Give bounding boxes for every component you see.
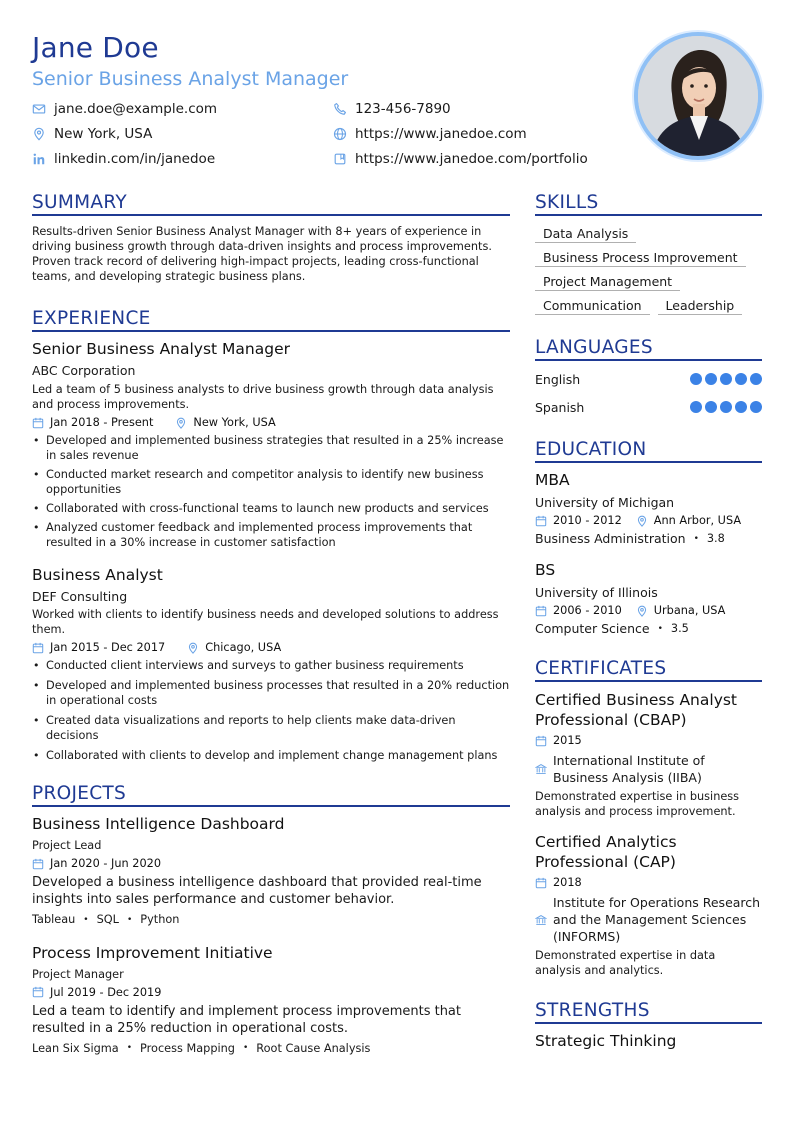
project-tags: Lean Six Sigma • Process Mapping • Root Cause Analysis: [32, 1041, 371, 1055]
calendar-icon: [535, 515, 547, 527]
skill-tag: Leadership: [658, 298, 743, 315]
certificate-issuer: International Institute of Business Analysis (IIBA): [553, 753, 705, 785]
education-entry: [535, 471, 762, 546]
degree: BS: [535, 561, 556, 579]
certificate-description: Demonstrated expertise in data analysis and analytics.: [535, 949, 716, 977]
location-contact: [32, 126, 152, 142]
language-proficiency-dots: [687, 398, 762, 417]
job-bullet: • Developed and implemented business strategies that resulted in a 25% increase in sales revenue: [32, 433, 510, 463]
project-dates: Jan 2020 - Jun 2020: [50, 857, 162, 870]
job-meta: [32, 641, 510, 654]
skill-tag: Business Process Improvement: [535, 250, 746, 267]
degree: MBA: [535, 471, 570, 489]
candidate-title: Senior Business Analyst Manager: [32, 68, 349, 90]
language-name: Spanish: [535, 400, 585, 415]
project-role: Project Lead: [32, 839, 102, 852]
certificate-year: 2015: [553, 734, 582, 747]
school: University of Michigan: [535, 495, 675, 510]
calendar-icon: [32, 642, 44, 654]
project-tags: Tableau • SQL • Python: [32, 913, 180, 926]
certificate-entry: [535, 832, 762, 978]
field-of-study: Business Administration: [535, 531, 686, 546]
job-location: New York, USA: [193, 416, 276, 429]
education-entry: [535, 561, 762, 636]
proficiency-dot: [735, 401, 747, 413]
bookmark-icon: [333, 152, 347, 166]
job-bullet: • Collaborated with clients to develop and implement change management plans: [32, 748, 510, 763]
proficiency-dot: [690, 373, 702, 385]
job-meta: [32, 416, 510, 429]
project-role: Project Manager: [32, 967, 124, 981]
portfolio-contact[interactable]: [333, 151, 588, 167]
proficiency-dot: [705, 373, 717, 385]
certificate-issuer-row: [535, 894, 762, 945]
certificate-title: Certified Analytics Professional (CAP): [535, 833, 677, 871]
certificate-issuer: Institute for Operations Research and the Management Sciences (INFORMS): [553, 895, 761, 944]
education-dates: 2010 - 2012: [553, 514, 622, 527]
job-company: ABC Corporation: [32, 363, 136, 378]
education-meta: [535, 514, 762, 527]
projects-heading: PROJECTS: [32, 783, 510, 807]
proficiency-dot: [750, 373, 762, 385]
language-name: English: [535, 372, 581, 387]
project-meta: [32, 857, 510, 870]
project-entry: [32, 815, 510, 928]
school: University of Illinois: [535, 585, 658, 600]
education-field-row: Computer Science • 3.5: [535, 621, 689, 636]
education-field-row: Business Administration • 3.8: [535, 531, 725, 546]
project-tag: Process Mapping: [140, 1041, 235, 1055]
location-pin-icon: [636, 605, 648, 617]
calendar-icon: [535, 735, 547, 747]
linkedin-contact[interactable]: [32, 151, 215, 167]
email-text: jane.doe@example.com: [54, 101, 218, 117]
job-bullet: • Conducted client interviews and surveys to gather business requirements: [32, 658, 510, 673]
portfolio-text: https://www.janedoe.com/portfolio: [355, 151, 588, 167]
job-bullet: • Conducted market research and competitor analysis to identify new business opportunities: [32, 467, 510, 497]
job-description: Led a team of 5 business analysts to drive business growth through data analysis and process improvements.: [32, 383, 494, 411]
strengths-heading: STRENGTHS: [535, 1000, 762, 1024]
experience-entry: [32, 340, 510, 550]
job-title: Business Analyst: [32, 566, 163, 584]
proficiency-dot: [720, 373, 732, 385]
project-description: Developed a business intelligence dashboard that provided real-time insights into sales performance and customer behavior.: [32, 875, 482, 907]
project-title: Business Intelligence Dashboard: [32, 815, 285, 833]
experience-entry: [32, 566, 510, 763]
candidate-name: Jane Doe: [32, 31, 159, 64]
skill-tag: Project Management: [535, 274, 680, 291]
phone-contact[interactable]: [333, 101, 451, 117]
project-tag: Tableau: [32, 913, 76, 926]
left-column: [32, 192, 510, 1056]
project-description: Led a team to identify and implement process improvements that resulted in a 25% reduction in operational costs.: [32, 1003, 461, 1036]
proficiency-dot: [705, 401, 717, 413]
mail-icon: [32, 102, 46, 116]
certificate-year: 2018: [553, 876, 582, 889]
job-dates: Jan 2018 - Present: [50, 416, 154, 429]
education-meta: [535, 604, 762, 617]
certificate-issuer-row: [535, 752, 762, 786]
language-row: [535, 370, 762, 389]
skills-list: [535, 223, 762, 315]
project-meta: [32, 986, 510, 999]
job-bullet: • Developed and implemented business processes that resulted in a 20% reduction in operational costs: [32, 678, 510, 708]
project-tag: Lean Six Sigma: [32, 1041, 119, 1055]
project-title: Process Improvement Initiative: [32, 943, 273, 962]
certificate-title: Certified Business Analyst Professional (CBAP): [535, 691, 738, 729]
project-tag: SQL: [96, 913, 119, 926]
certificate-entry: [535, 690, 762, 819]
location-pin-icon: [636, 515, 648, 527]
project-dates: Jul 2019 - Dec 2019: [50, 985, 162, 999]
skill-tag: Data Analysis: [535, 226, 636, 243]
website-contact[interactable]: [333, 126, 527, 142]
strength-item: Strategic Thinking: [535, 1032, 677, 1050]
language-proficiency-dots: [687, 370, 762, 389]
project-entry: [32, 944, 510, 1057]
linkedin-text: linkedin.com/in/janedoe: [54, 151, 216, 167]
certificate-date-row: [535, 876, 762, 889]
education-location: Ann Arbor, USA: [653, 514, 742, 527]
job-bullets: [32, 433, 510, 550]
job-description: Worked with clients to identify business needs and developed solutions to address them.: [32, 608, 499, 636]
experience-heading: EXPERIENCE: [32, 308, 510, 332]
profile-photo: [634, 32, 762, 160]
job-company: DEF Consulting: [32, 589, 128, 604]
calendar-icon: [32, 858, 44, 870]
job-bullets: [32, 658, 510, 763]
phone-text: 123-456-7890: [355, 101, 451, 117]
location-pin-icon: [187, 642, 199, 654]
institution-icon: [535, 763, 547, 775]
summary-heading: SUMMARY: [32, 192, 510, 216]
job-bullet: • Collaborated with cross-functional teams to launch new products and services: [32, 501, 510, 516]
field-of-study: Computer Science: [535, 621, 650, 636]
languages-heading: LANGUAGES: [535, 337, 762, 361]
language-row: [535, 398, 762, 417]
summary-text: Results-driven Senior Business Analyst Manager with 8+ years of experience in driving business growth through data-driven insights and process improvements. Proven track record of delivering high-impact projects, leading cross-functional teams, and developing strategic business plans.: [32, 225, 492, 283]
proficiency-dot: [690, 401, 702, 413]
location-pin-icon: [175, 417, 187, 429]
calendar-icon: [535, 605, 547, 617]
job-bullet: • Analyzed customer feedback and implemented process improvements that resulted in a 30% increase in customer satisfaction: [32, 520, 510, 550]
job-dates: Jan 2015 - Dec 2017: [50, 641, 166, 654]
linkedin-icon: [32, 152, 46, 166]
email-contact[interactable]: [32, 101, 217, 117]
globe-icon: [333, 127, 347, 141]
job-bullet: • Created data visualizations and reports to help clients make data-driven decisions: [32, 713, 510, 743]
certificates-heading: CERTIFICATES: [535, 658, 762, 682]
location-text: New York, USA: [54, 126, 153, 142]
calendar-icon: [535, 877, 547, 889]
location-pin-icon: [32, 127, 46, 141]
certificate-description: Demonstrated expertise in business analysis and process improvement.: [535, 790, 740, 818]
certificate-date-row: [535, 734, 762, 747]
education-dates: 2006 - 2010: [553, 604, 622, 617]
proficiency-dot: [720, 401, 732, 413]
calendar-icon: [32, 417, 44, 429]
project-tag: Python: [140, 913, 180, 926]
phone-icon: [333, 102, 347, 116]
skill-tag: Communication: [535, 298, 650, 315]
gpa: 3.8: [706, 532, 725, 545]
education-heading: EDUCATION: [535, 439, 762, 463]
institution-icon: [535, 914, 547, 926]
job-title: Senior Business Analyst Manager: [32, 340, 290, 358]
proficiency-dot: [750, 401, 762, 413]
website-text: https://www.janedoe.com: [355, 126, 527, 142]
calendar-icon: [32, 986, 44, 998]
gpa: 3.5: [670, 622, 689, 635]
skills-heading: SKILLS: [535, 192, 762, 216]
job-location: Chicago, USA: [205, 641, 282, 654]
project-tag: Root Cause Analysis: [256, 1041, 371, 1055]
proficiency-dot: [735, 373, 747, 385]
right-column: [535, 192, 762, 1050]
education-location: Urbana, USA: [653, 604, 726, 617]
